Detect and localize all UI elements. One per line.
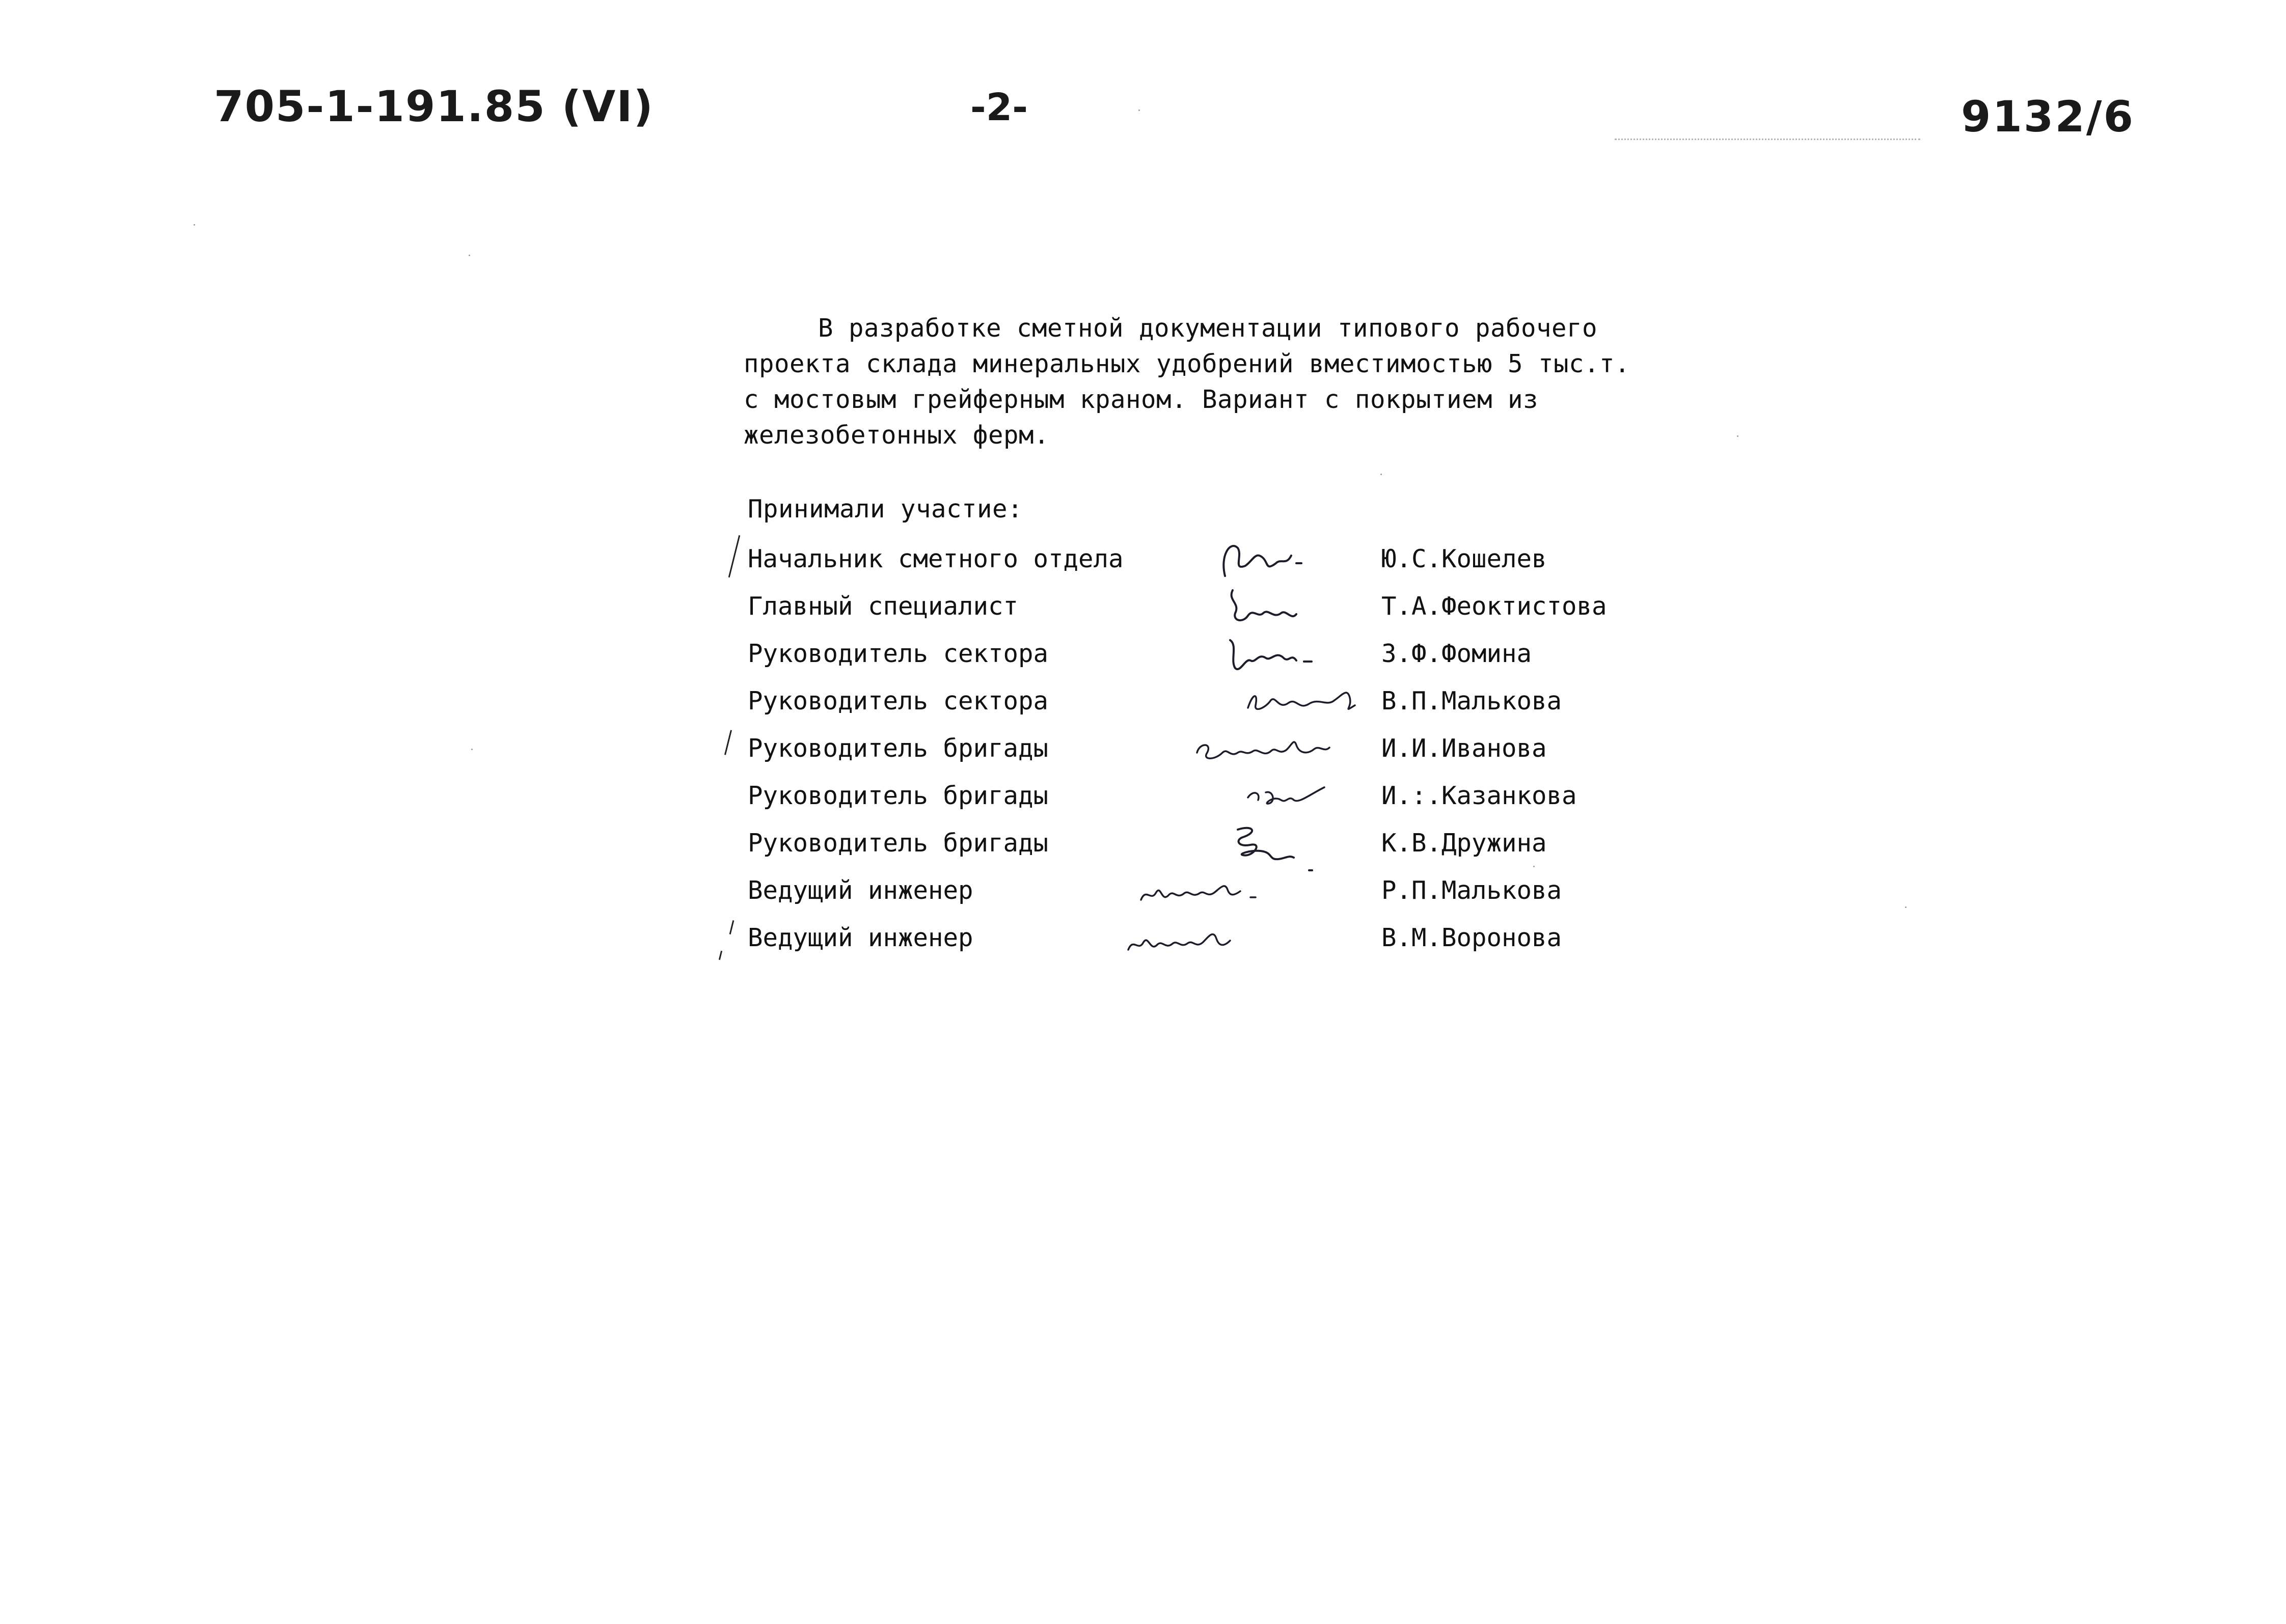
participant-name: Р.П.Малькова bbox=[1381, 876, 1562, 905]
scan-artifact-dotted-line bbox=[1615, 139, 1920, 140]
signature-2-image bbox=[1220, 583, 1312, 630]
participant-row bbox=[0, 914, 2286, 961]
participant-row bbox=[0, 677, 2286, 725]
participant-role: Начальник сметного отдела bbox=[748, 544, 1124, 573]
scan-speck bbox=[1905, 906, 1907, 908]
participant-role: Руководитель бригады bbox=[748, 781, 1049, 810]
signature-9-image bbox=[1121, 914, 1294, 961]
scan-speck bbox=[469, 255, 470, 256]
signature-7-image bbox=[1222, 819, 1345, 867]
participant-row bbox=[0, 535, 2286, 583]
intro-paragraph bbox=[744, 311, 1630, 453]
check-mark bbox=[719, 951, 722, 960]
signature-6-image bbox=[1238, 772, 1345, 819]
intro-line: проекта склада минеральных удобрений вместимостью 5 тыс.т. bbox=[744, 349, 1630, 378]
check-mark bbox=[724, 730, 732, 755]
participant-role: Главный специалист bbox=[748, 592, 1019, 621]
participant-role: Руководитель сектора bbox=[748, 639, 1049, 668]
scan-speck bbox=[1138, 109, 1140, 111]
signature-3-image bbox=[1220, 630, 1322, 677]
scan-speck bbox=[1533, 866, 1535, 867]
intro-line: В разработке сметной документации типового рабочего bbox=[818, 314, 1598, 343]
intro-line: с мостовым грейферным краном. Вариант с покрытием из bbox=[744, 385, 1539, 414]
scan-speck bbox=[1380, 474, 1382, 475]
signature-1-image bbox=[1215, 535, 1312, 583]
document-code: 705-1-191.85 (VI) bbox=[214, 81, 654, 131]
participant-role: Руководитель бригады bbox=[748, 829, 1049, 858]
participant-role: Руководитель сектора bbox=[748, 686, 1049, 715]
participant-name: З.Ф.Фомина bbox=[1381, 639, 1532, 668]
participant-role: Ведущий инженер bbox=[748, 923, 973, 952]
scan-speck bbox=[1737, 435, 1738, 437]
sheet-code: 9132/6 bbox=[1961, 92, 2135, 142]
participant-row bbox=[0, 583, 2286, 630]
intro-line: железобетонных ферм. bbox=[744, 421, 1050, 450]
participant-role: Ведущий инженер bbox=[748, 876, 973, 905]
participant-row bbox=[0, 819, 2286, 867]
participant-name: В.М.Воронова bbox=[1381, 923, 1562, 952]
participant-name: К.В.Дружина bbox=[1381, 829, 1547, 858]
participant-row bbox=[0, 725, 2286, 772]
page-number: -2- bbox=[970, 86, 1028, 129]
signature-8-image bbox=[1133, 867, 1307, 914]
scan-speck bbox=[194, 224, 195, 226]
check-mark bbox=[729, 920, 734, 934]
participants-heading: Принимали участие: bbox=[748, 494, 1023, 524]
scan-speck bbox=[471, 749, 473, 750]
participant-name: И.:.Казанкова bbox=[1381, 781, 1577, 810]
signature-5-image bbox=[1187, 725, 1350, 772]
participant-name: И.И.Иванова bbox=[1381, 734, 1547, 763]
participant-row bbox=[0, 772, 2286, 819]
participant-role: Руководитель бригады bbox=[748, 734, 1049, 763]
participant-row bbox=[0, 867, 2286, 914]
participant-name: В.П.Малькова bbox=[1381, 686, 1562, 715]
participant-row bbox=[0, 630, 2286, 677]
participant-name: Т.А.Феоктистова bbox=[1381, 592, 1607, 621]
signature-4-image bbox=[1238, 677, 1385, 725]
participant-name: Ю.С.Кошелев bbox=[1381, 544, 1547, 573]
